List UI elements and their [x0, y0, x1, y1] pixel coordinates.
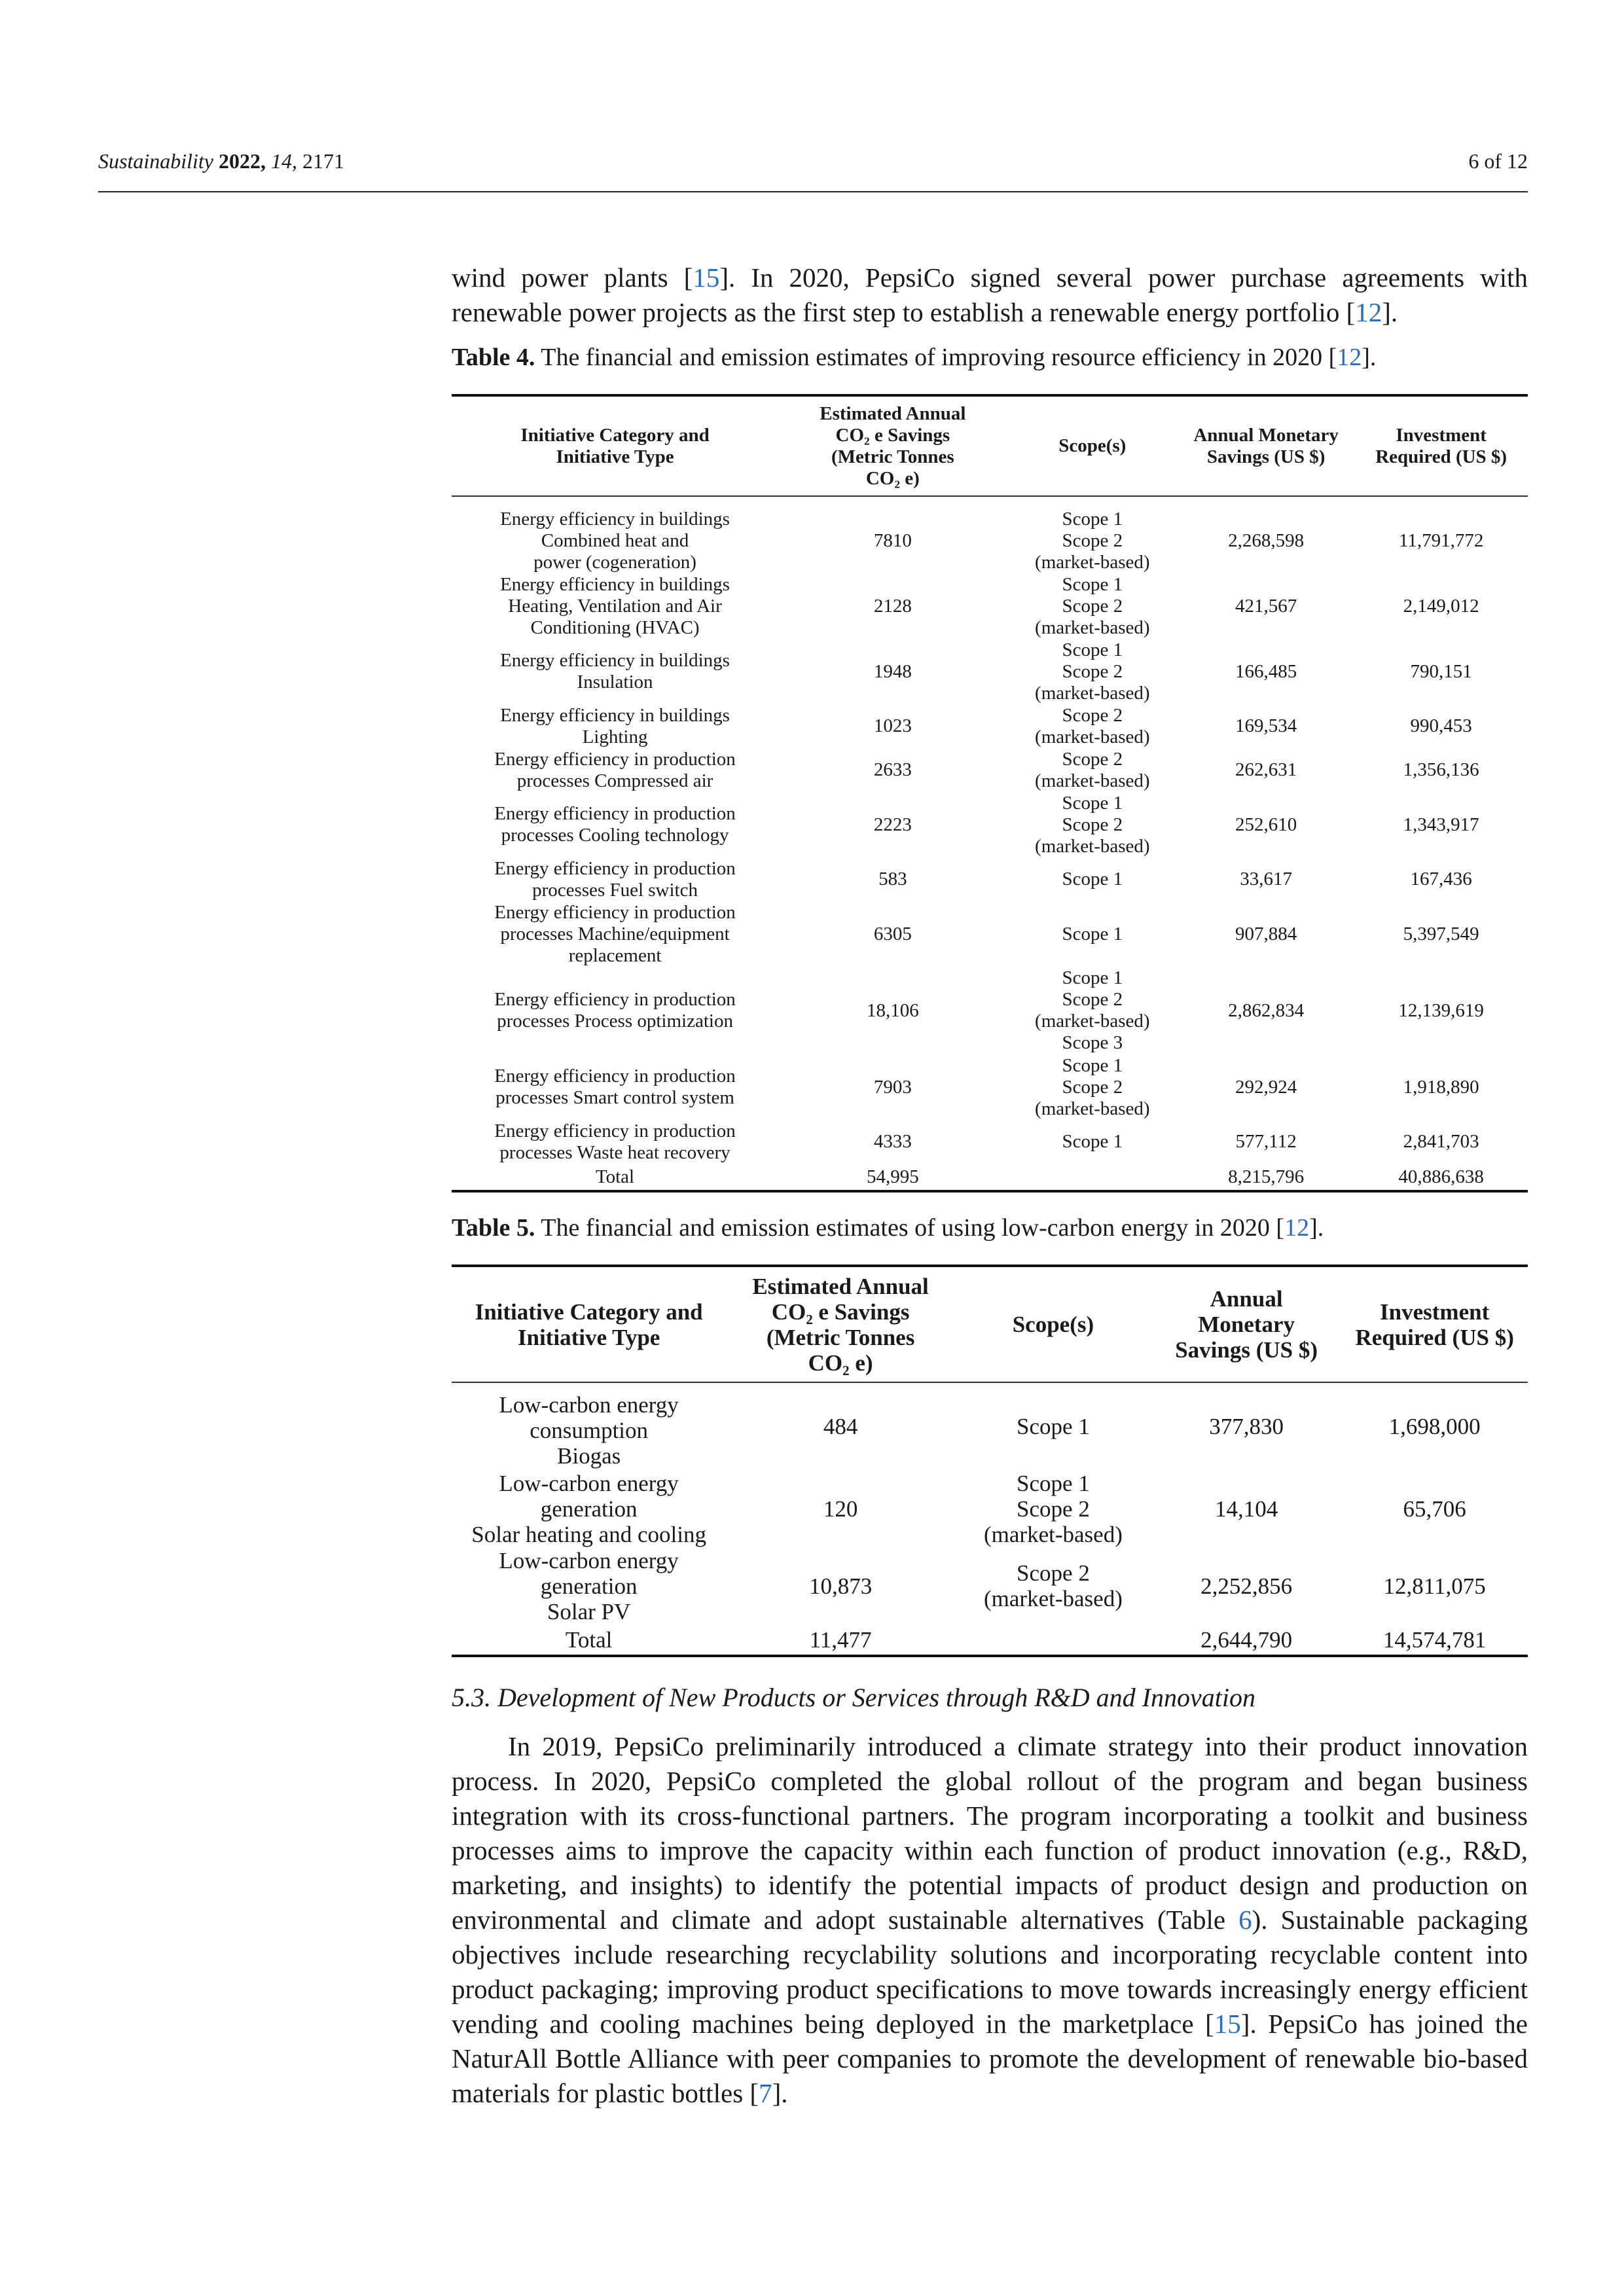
table-cell: 10,873: [808, 1573, 873, 1599]
table-cell: 2,268,598: [1228, 530, 1305, 551]
running-header: [98, 149, 1528, 173]
table4-caption-text: The financial and emission estimates of improving resource efficiency in 2020 [: [535, 344, 1337, 371]
table-cell: 2,149,012: [1403, 595, 1479, 617]
table-cell: Low-carbon energy consumption Biogas: [499, 1392, 679, 1469]
table-row: [452, 901, 1528, 967]
table-cell: 252,610: [1235, 814, 1297, 835]
table-cell: 1023: [873, 715, 912, 736]
table-cell: 7810: [873, 530, 912, 551]
table5-caption-wrap: [452, 1212, 1528, 1244]
table-cell: 790,151: [1410, 660, 1472, 682]
table-cell: 40,886,638: [1398, 1166, 1484, 1187]
table-cell: 1,356,136: [1403, 759, 1479, 780]
table-cell: Total: [565, 1626, 613, 1653]
citation-link[interactable]: 12: [1337, 344, 1362, 371]
table4-header-cell: Initiative Category and Initiative Type: [520, 424, 710, 467]
table-cell: Energy efficiency in buildings Insulation: [500, 650, 730, 692]
table-cell: Total: [595, 1166, 635, 1187]
table-cell: 120: [823, 1496, 858, 1522]
table5: [452, 1265, 1528, 1657]
table-cell: Scope 1 Scope 2 (market-based): [1035, 639, 1150, 704]
table5-header-cell: Estimated Annual CO₂ e Savings (Metric Tonnes CO₂ e): [752, 1273, 929, 1376]
body-text: In 2019, PepsiCo preliminarily introduced a climate strategy into their product innovation process. In 2020, PepsiCo completed the global rollout of the program and began business integration with its cross-functional partners. The program incorporating a toolkit and business processes aims to improve the capacity within each function of product innovation (e.g., R&D, marketing, and insights) to identify the potential impacts of product design and production on environmental and climate and adopt sustainable alternatives (Table: [452, 1731, 1528, 1935]
table-cell: Energy efficiency in production processes Fuel switch: [494, 857, 736, 901]
section-heading: 5.3. Development of New Products or Services through R&D and Innovation: [452, 1683, 1255, 1712]
table5-caption-text: ].: [1309, 1214, 1324, 1242]
journal-volume: 14,: [271, 149, 297, 173]
table-row: [452, 967, 1528, 1054]
table-cell: [1007, 1164, 1178, 1191]
table-cell: [955, 1624, 1151, 1656]
table-cell: 2,862,834: [1228, 999, 1305, 1021]
table-cell: 166,485: [1235, 660, 1297, 682]
table4: [452, 394, 1528, 1193]
table4-label: Table 4.: [452, 344, 535, 371]
table4-header-row: [452, 395, 1528, 496]
citation-link[interactable]: 15: [1214, 2009, 1241, 2039]
table-row: [452, 639, 1528, 704]
table5-header-cell: Annual Monetary Savings (US $): [1175, 1286, 1318, 1363]
table-cell: 167,436: [1410, 869, 1472, 889]
table-row: [452, 748, 1528, 792]
table5-header-cell: Scope(s): [1012, 1312, 1094, 1337]
table-cell: 2,644,790: [1200, 1626, 1293, 1653]
section-paragraph-wrap: [452, 1729, 1528, 2111]
table-cell: Energy efficiency in production processes Cooling technology: [494, 803, 736, 846]
table-cell: 2223: [873, 814, 912, 835]
article-number: 2171: [302, 149, 344, 173]
table-cell: 33,617: [1240, 869, 1292, 889]
table-cell: 14,574,781: [1382, 1626, 1487, 1653]
table5-wrap: [452, 1265, 1528, 1657]
table-cell: Energy efficiency in buildings Lighting: [500, 704, 730, 747]
table-cell: 1,698,000: [1388, 1414, 1481, 1439]
table-link[interactable]: 6: [1238, 1905, 1252, 1935]
table-cell: 1,343,917: [1403, 814, 1479, 835]
intro-text: wind power plants [: [452, 262, 693, 293]
table-cell: Scope 1 Scope 2 (market-based): [1035, 573, 1150, 638]
table-row: [452, 496, 1528, 573]
section-paragraph: [452, 1729, 1528, 2111]
table4-caption-wrap: [452, 342, 1528, 373]
table-cell: Energy efficiency in buildings Heating, Ventilation and Air Conditioning (HVAC): [500, 573, 730, 638]
citation-link[interactable]: 12: [1355, 297, 1382, 327]
table-cell: Scope 2 (market-based): [1035, 748, 1150, 791]
table5-header-row: [452, 1266, 1528, 1382]
citation-link[interactable]: 7: [759, 2078, 772, 2108]
section-heading-wrap: [452, 1682, 1528, 1713]
table-cell: 907,884: [1235, 923, 1297, 944]
table-cell: Scope 2 (market-based): [1035, 704, 1150, 747]
table-cell: Energy efficiency in production processes Compressed air: [494, 748, 736, 791]
table-total-row: [452, 1624, 1528, 1656]
table-cell: 990,453: [1410, 715, 1472, 736]
table-row: [452, 792, 1528, 857]
table-cell: 2633: [873, 759, 912, 780]
table-total-row: [452, 1164, 1528, 1191]
table-cell: Energy efficiency in production processes Waste heat recovery: [494, 1120, 736, 1163]
table-cell: Scope 1: [1062, 869, 1123, 889]
table-cell: Scope 1: [1062, 923, 1123, 944]
table-cell: 169,534: [1235, 715, 1297, 736]
table-cell: 583: [878, 869, 907, 889]
table-cell: 12,139,619: [1398, 999, 1484, 1021]
journal-year: 2022,: [219, 149, 266, 173]
page-number: 6 of 12: [1468, 149, 1528, 173]
table-cell: Scope 1 Scope 2 (market-based): [1035, 509, 1150, 573]
table-cell: Energy efficiency in production processes Machine/equipment replacement: [494, 901, 736, 966]
table-cell: 7903: [873, 1076, 912, 1098]
journal-name: Sustainability: [98, 149, 213, 173]
table4-wrap: [452, 394, 1528, 1193]
body-text: ].: [772, 2078, 788, 2108]
body-text: ). Sustainable packaging objectives include researching recyclability solutions and incorporating recyclable content into product packaging; improving product specifications to move towards increasingly energy efficient vending and cooling machines being deployed in the marketplace [: [452, 1905, 1528, 2039]
table-cell: 262,631: [1235, 759, 1297, 780]
table-cell: Scope 1 Scope 2 (market-based) Scope 3: [1035, 967, 1150, 1053]
table-cell: Scope 1 Scope 2 (market-based): [1035, 1054, 1150, 1119]
body-text: ]. PepsiCo has joined the NaturAll Bottle Alliance with peer companies to promote the development of renewable bio-based materials for plastic bottles [: [452, 2009, 1528, 2108]
table-cell: Energy efficiency in production processes Smart control system: [494, 1066, 736, 1108]
table-cell: 2128: [873, 595, 912, 617]
table-row: [452, 1054, 1528, 1120]
table-cell: 484: [823, 1414, 858, 1439]
table-cell: Energy efficiency in production processes Process optimization: [494, 989, 736, 1031]
table4-header-cell: Estimated Annual CO₂ e Savings (Metric Tonnes CO₂ e): [820, 403, 966, 489]
table-row: [452, 1470, 1528, 1547]
table-cell: Scope 1: [1017, 1414, 1090, 1439]
intro-text: ].: [1382, 297, 1398, 327]
table-cell: 292,924: [1235, 1076, 1297, 1098]
table-cell: 377,830: [1209, 1414, 1284, 1439]
table4-header-cell: Investment Required (US $): [1375, 424, 1507, 467]
table-row: [452, 1547, 1528, 1624]
intro-paragraph-wrap: [452, 260, 1528, 330]
table-row: [452, 1382, 1528, 1470]
table5-header-cell: Investment Required (US $): [1355, 1299, 1514, 1350]
table-cell: Low-carbon energy generation Solar heating and cooling: [471, 1470, 706, 1547]
table-cell: 11,791,772: [1398, 530, 1484, 551]
table-cell: 6305: [873, 923, 912, 944]
table-cell: 1,918,890: [1403, 1076, 1479, 1098]
table-cell: Scope 1 Scope 2 (market-based): [1035, 792, 1150, 857]
table4-caption: [452, 342, 1528, 373]
table5-label: Table 5.: [452, 1214, 535, 1242]
table-cell: Scope 1: [1062, 1131, 1123, 1152]
table5-header-cell: Initiative Category and Initiative Type: [475, 1299, 703, 1350]
citation-link[interactable]: 12: [1284, 1214, 1310, 1242]
table-cell: 65,706: [1403, 1496, 1466, 1522]
table-cell: 14,104: [1214, 1496, 1278, 1522]
table-cell: Energy efficiency in buildings Combined heat and power (cogeneration): [500, 509, 730, 573]
table-cell: 8,215,796: [1228, 1166, 1305, 1187]
table-cell: 2,252,856: [1200, 1573, 1293, 1599]
table4-caption-text: ].: [1362, 344, 1377, 371]
table-row: [452, 704, 1528, 748]
table4-header-cell: Scope(s): [1058, 435, 1127, 456]
table5-caption-text: The financial and emission estimates of using low-carbon energy in 2020 [: [535, 1214, 1285, 1242]
citation-link[interactable]: 15: [693, 262, 720, 293]
table-cell: 5,397,549: [1403, 923, 1479, 944]
table-cell: Scope 1 Scope 2 (market-based): [984, 1470, 1123, 1547]
table-cell: 54,995: [866, 1166, 919, 1187]
table4-header-cell: Annual Monetary Savings (US $): [1193, 424, 1339, 467]
intro-text: ]. In 2020, PepsiCo signed several power purchase agreements with renewable power projects as the first step to establish a renewable energy portfolio [: [452, 262, 1528, 327]
table-row: [452, 1120, 1528, 1164]
table-cell: 421,567: [1235, 595, 1297, 617]
journal-citation: [98, 149, 344, 173]
header-rule: [98, 191, 1528, 192]
table5-caption: [452, 1212, 1528, 1244]
table-cell: Scope 2 (market-based): [984, 1560, 1123, 1611]
table-row: [452, 857, 1528, 901]
table-row: [452, 573, 1528, 639]
table-cell: 11,477: [809, 1626, 872, 1653]
table-cell: 12,811,075: [1383, 1573, 1486, 1599]
intro-paragraph: [452, 260, 1528, 330]
table-cell: 18,106: [866, 999, 919, 1021]
table-cell: 1948: [873, 660, 912, 682]
table-cell: 577,112: [1235, 1131, 1297, 1152]
table-cell: Low-carbon energy generation Solar PV: [499, 1547, 679, 1624]
table-cell: 2,841,703: [1403, 1131, 1479, 1152]
table-cell: 4333: [873, 1131, 912, 1152]
